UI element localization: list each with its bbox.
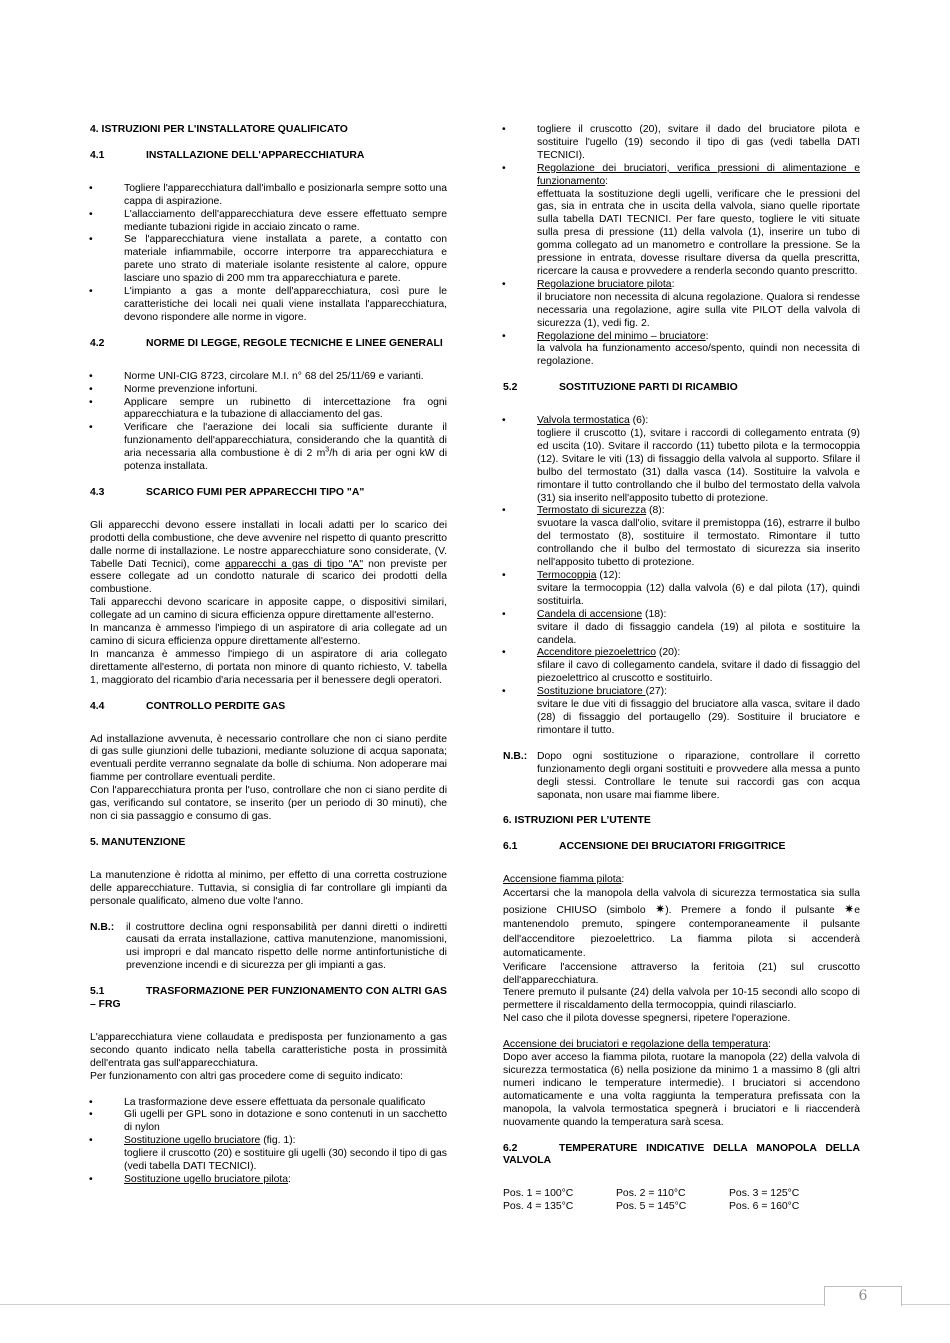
section-4-2-heading: 4.2 NORME DI LEGGE, REGOLE TECNICHE E LINEE GENERALI xyxy=(90,337,443,349)
section-5-2-note: N.B.: Dopo ogni sostituzione o riparazione, controllare il corretto funzionamento degli organi sostituiti e provvedere alla messa a punto degli stessi. Controllare le tenute sui raccordi gas con acqua saponata, non usare mai fiamme libere. xyxy=(503,750,860,801)
right-column xyxy=(503,124,860,1214)
section-6-2-heading: 6.2 TEMPERATURE INDICATIVE DELLA MANOPOLA DELLA VALVOLA xyxy=(503,1142,860,1167)
section-6-1-paragraph: Tenere premuto il pulsante (24) della valvola per 10-15 secondi allo scopo di permettere il riscaldamento della termocoppia, quindi rilasciarlo. xyxy=(503,987,860,1012)
list-item: • Regolazione dei bruciatori, verifica pressioni di alimentazione e funzionamento: effettuata la sostituzione degli ugelli, verificare che le pressioni del gas, sia in entrata che in uscita della valvola, siano quelle riportate sulla tabella DATI TECNICI. Per fare questo, togliere le viti situate sulla presa di pressione (11) della valvola (1), inserire un tubo di gomma collegato ad un manometro e controllare la pressione. Se la pressione in entrata, dovesse risultare diversa da quella prescritta, ricercare la causa e provvedere a renderla secondo quanto prescritto. xyxy=(503,163,860,279)
section-4-3-paragraph: Tali apparecchi devono scaricare in apposite cappe, o dispositivi similari, collegate ad un camino di sicura efficienza oppure direttamente all'esterno. xyxy=(90,597,447,622)
section-4-3-paragraph: In mancanza è ammesso l'impiego di un aspiratore di aria collegato direttamente all'esterno, di portata non minore di quanto richiesto, V. tabella 1, maggiorato del ricambio d'aria necessaria per il benessere degli operatori. xyxy=(90,648,447,686)
list-item: • Sostituzione bruciatore (27): svitare le due viti di fissaggio del bruciatore alla vasca, svitare il dado (28) di fissaggio del portaugello (29). Sostituire il bruciatore e rimontare il tutto. xyxy=(503,686,860,738)
section-5-2-heading: 5.2 SOSTITUZIONE PARTI DI RICAMBIO xyxy=(503,382,738,394)
list-item: • Regolazione bruciatore pilota: il bruciatore non necessita di alcuna regolazione. Qualora si rendesse necessaria una regolazione, agire sulla vite PILOT della valvola di sicurezza (1), vedi fig. 2. xyxy=(503,279,860,331)
asterisk-icon: ✷ xyxy=(655,901,666,916)
section-6-1-paragraph: Accertarsi che la manopola della valvola di sicurezza termostatica sia sulla posizione CHIUSO (simbolo ✷). Premere a fondo il pulsante ✷e mantenendolo premuto, spingere contemporaneamente il pulsante dell'accenditore piezoelettrico. La fiamma pilota si accenderà automaticamente. xyxy=(503,888,860,960)
left-column xyxy=(90,124,447,1187)
temperature-cell: Pos. 5 = 145°C xyxy=(616,1201,687,1213)
list-item: • Candela di accensione (18): svitare il dado di fissaggio candela (19) al pilota e sostituire la candela. xyxy=(503,609,860,648)
list-item: • Sostituzione ugello bruciatore (fig. 1): togliere il cruscotto (20) e sostituire gli ugelli (30) secondo il tipo di gas (vedi tabella DATI TECNICI). xyxy=(90,1135,447,1174)
section-5-2-list xyxy=(503,415,860,738)
asterisk-icon: ✷ xyxy=(844,901,855,916)
section-4-title: 4. ISTRUZIONI PER L'INSTALLATORE QUALIFICATO xyxy=(90,124,348,135)
temperature-cell: Pos. 2 = 110°C xyxy=(616,1188,686,1200)
list-item: • La trasformazione deve essere effettuata da personale qualificato xyxy=(90,1097,447,1110)
list-item: • Valvola termostatica (6): togliere il cruscotto (1), svitare i raccordi di collegamento entrata (9) ed uscita (10). Svitare il raccordo (11) tubetto pilota e la termocoppia (12). Svitare le viti (13) di fissaggio della valvola al supporto. Sfilare il bulbo del termostato (31) dalla vasca (14). Sostituire la valvola e rimontare il tutto controllando che il bulbo del termostato della valvola (31) sia inserito nell'apposito tubetto di protezione. xyxy=(503,415,860,505)
section-5-paragraph: La manutenzione è ridotta al minimo, per effetto di una corretta costruzione delle apparecchiature. Tuttavia, si consiglia di far controllare gli impianti da personale qualificato, almeno due volte l'anno. xyxy=(90,869,447,907)
footer-divider xyxy=(0,1304,950,1305)
temperature-cell: Pos. 1 = 100°C xyxy=(503,1188,574,1200)
list-item: • Gli ugelli per GPL sono in dotazione e sono contenuti in un sacchetto di nylon xyxy=(90,1109,447,1135)
list-item: • Termostato di sicurezza (8): svuotare la vasca dall'olio, svitare il premistoppa (16), estrarre il bulbo del termostato (8), sostituire il termostato. Rimontare il tutto controllando che il bulbo del termostato di sicurezza sia inserito nell'apposito tubetto di protezione. xyxy=(503,505,860,570)
section-4-4-heading: 4.4 CONTROLLO PERDITE GAS xyxy=(90,700,286,712)
section-5-1-list-continued xyxy=(503,124,860,163)
temperature-cell: Pos. 4 = 135°C xyxy=(503,1201,574,1213)
list-item: • Termocoppia (12): svitare la termocoppia (12) dalla valvola (6) e dal pilota (17), quindi sostituirla. xyxy=(503,570,860,609)
list-item: • Norme UNI-CIG 8723, circolare M.I. n° 68 del 25/11/69 e varianti. xyxy=(90,371,447,384)
list-item: • Se l'apparecchiatura viene installata a parete, a contatto con materiale infiammabile, occorre interporre tra apparecchiatura e parete uno strato di materiale isolante resistente al calore, oppure lasciare uno spazio di 200 mm tra apparecchiatura e parete. xyxy=(90,234,447,286)
temperature-table xyxy=(503,1188,860,1214)
section-6-1-paragraph: Dopo aver acceso la fiamma pilota, ruotare la manopola (22) della valvola di sicurezza termostatica (6) nella posizione da minimo 1 a massimo 8 (gli altri numeri indicano le temperature intermedie). I bruciatori si accendono automaticamente e una volta raggiunta la temperatura prefissata con la manopola, la valvola termostatica spegnerà i bruciatori e li riaccenderà nuovamente quando la temperatura sarà scesa. xyxy=(503,1052,860,1128)
section-6-1-subtitle: Accensione dei bruciatori e regolazione della temperatura: xyxy=(503,1039,772,1051)
section-6-1-paragraph: Verificare l'accensione attraverso la feritoia (21) sul cruscotto dell'apparecchiatura. xyxy=(503,961,860,986)
list-item: • Regolazione del minimo – bruciatore: la valvola ha funzionamento acceso/spento, quindi non necessita di regolazione. xyxy=(503,331,860,370)
section-4-4-paragraph: Con l'apparecchiatura pronta per l'uso, controllare che non ci siano perdite di gas, verificando sul contatore, se inserito (per un periodo di 30 minuti), che non ci sia passaggio e consumo di gas. xyxy=(90,785,447,822)
list-item: • Applicare sempre un rubinetto di intercettazione fra ogni apparecchiatura e la tubazione di allacciamento del gas. xyxy=(90,397,447,423)
temperature-cell: Pos. 6 = 160°C xyxy=(729,1201,800,1213)
section-5-1-paragraph: Per funzionamento con altri gas procedere come di seguito indicato: xyxy=(90,1070,404,1082)
section-4-3-paragraph: In mancanza è ammesso l'impiego di un aspiratore di aria collegate ad un camino di sicura efficienza oppure direttamente all'esterno. xyxy=(90,623,447,647)
section-6-1-subtitle: Accensione fiamma pilota: xyxy=(503,874,625,886)
section-6-1-heading: 6.1 ACCENSIONE DEI BRUCIATORI FRIGGITRICE xyxy=(503,841,786,853)
list-item: • Verificare che l'aerazione dei locali sia sufficiente durante il funzionamento dell'apparecchiatura, considerando che la quantità di aria necessaria alla combustione è di 2 $m^3/h$ di aria per ogni kW di potenza installata. xyxy=(90,422,447,474)
section-4-1-heading: 4.1 INSTALLAZIONE DELL'APPARECCHIATURA xyxy=(90,149,365,161)
section-6-title: 6. ISTRUZIONI PER L’UTENTE xyxy=(503,815,651,827)
section-5-1-paragraph: L'apparecchiatura viene collaudata e predisposta per funzionamento a gas secondo quanto indicato nella tabella caratteristiche posta in prossimità dell'entrata gas sull'apparecchiatura. xyxy=(90,1031,447,1069)
list-item: • Sostituzione ugello bruciatore pilota: xyxy=(90,1174,447,1187)
list-item-continued: • togliere il cruscotto (20), svitare il dado del bruciatore pilota e sostituire l'ugello (19) secondo il tipo di gas (vedi tabella DATI TECNICI). xyxy=(503,124,860,163)
list-item: • L'impianto a gas a monte dell'apparecchiatura, così pure le caratteristiche dei locali nei quali viene installata l'apparecchiatura, devono rispondere alle norme in vigore. xyxy=(90,286,447,325)
section-4-1-list xyxy=(90,183,447,325)
section-4-2-list xyxy=(90,371,447,474)
list-item: • L'allacciamento dell'apparecchiatura deve essere effettuato sempre mediante tubazioni rigide in acciaio zincato o rame. xyxy=(90,209,447,235)
section-4-3-heading: 4.3 SCARICO FUMI PER APPARECCHI TIPO "A" xyxy=(90,486,365,498)
section-5-1-list xyxy=(503,163,860,370)
section-4-4-paragraph: Ad installazione avvenuta, è necessario controllare che non ci siano perdite di gas sulle giunzioni delle tubazioni, mediante soluzione di acqua saponata; eventuali perdite verranno segnalate da bolle di schiuma. Non adoperare mai fiamme per controllare eventuali perdite. xyxy=(90,733,447,784)
section-5-1-list xyxy=(90,1097,447,1187)
section-6-1-paragraph: Nel caso che il pilota dovesse spegnersi, ripetere l'operazione. xyxy=(503,1013,791,1025)
temperature-cell: Pos. 3 = 125°C xyxy=(729,1188,800,1200)
page-number: 6 xyxy=(824,1286,902,1306)
section-4-3-paragraph: Gli apparecchi devono essere installati in locali adatti per lo scarico dei prodotti della combustione, che deve avvenire nel rispetto di quanto prescritto dalle norme di installazione. Le nostre apparecchiature sono considerate, (V. Tabelle Dati Tecnici), come apparecchi a gas di tipo "A" non previste per essere collegate ad un condotto naturale di scarico dei prodotti della combustione. xyxy=(90,519,448,596)
list-item: • Accenditore piezoelettrico (20): sfilare il cavo di collegamento candela, svitare il dado di fissaggio del piezoelettrico al cruscotto e sostituirlo. xyxy=(503,647,860,686)
list-item: • Norme prevenzione infortuni. xyxy=(90,384,447,397)
section-5-note: N.B.: il costruttore declina ogni responsabilità per danni diretti o indiretti causati da errata installazione, cattiva manutenzione, manomissioni, usi impropri e dal mancato rispetto delle norme antinfortunistiche di prevenzione incendi e di sicurezza per gli impianti a gas. xyxy=(90,921,447,972)
section-5-title: 5. MANUTENZIONE xyxy=(90,836,186,848)
list-item: • Togliere l'apparecchiatura dall'imballo e posizionarla sempre sotto una cappa di aspirazione. xyxy=(90,183,447,209)
section-5-1-heading: 5.1 TRASFORMAZIONE PER FUNZIONAMENTO CON ALTRI GAS – FRG xyxy=(90,986,447,1011)
